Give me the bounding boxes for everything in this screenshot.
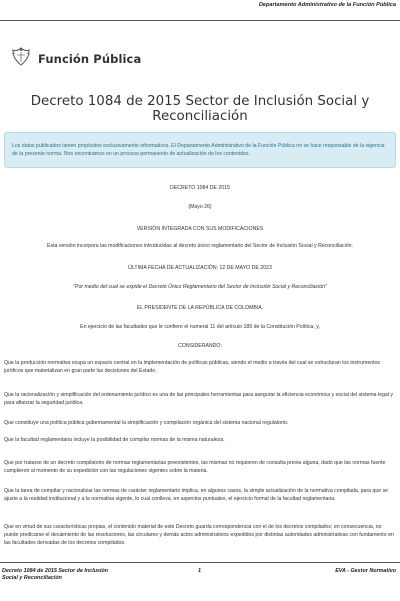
faculties-text: En ejercicio de las facultades que le confiere el numeral 11 del artículo 189 de la Constitución Política, y, xyxy=(80,324,320,330)
brand-name: Función Pública xyxy=(38,52,142,66)
logo[interactable] xyxy=(10,46,141,72)
decree-date: (Mayo 26) xyxy=(188,204,212,210)
page-number: 1 xyxy=(198,568,201,574)
info-notice: Los datos publicados tienen propósitos exclusivamente informativos. El Departamento Administrativo de la Función Pública no se hace responsable de la vigencia de la presente norma. Nos encontramos en un proceso permanente de actualización de los contenidos. xyxy=(4,132,396,168)
president-heading: EL PRESIDENTE DE LA REPÚBLICA DE COLOMBIA, xyxy=(136,305,264,311)
version-heading: VERSIÓN INTEGRADA CON SUS MODIFICACIONES xyxy=(136,226,264,232)
paragraph: Que constituye una política pública gubernamental la simplificación y compilación orgánica del sistema nacional regulatorio. xyxy=(4,420,289,426)
considering-heading: CONSIDERANDO: xyxy=(178,343,222,349)
paragraph: Que por tratarse de un decreto compilatorio de normas reglamentarias preexistentes, las mismas no requieren de consulta previa alguna, dado que las normas fuente cumplieron al momento de su expedición con las regulaciones vigentes sobre la materia. xyxy=(4,460,386,474)
paragraph: Que la producción normativa ocupa un espacio central en la implementación de políticas públicas, siendo el medio a través del cual se estructuran los instrumentos jurídicos que materializan en gran parte las decisiones del Estado. xyxy=(4,360,381,374)
footer-doc-line-1: Decreto 1084 de 2015 Sector de Inclusión xyxy=(2,568,109,574)
coat-of-arms-icon xyxy=(10,46,32,72)
title-line-2: Reconciliación xyxy=(152,109,248,124)
page-title xyxy=(0,94,400,124)
page-footer xyxy=(0,562,400,601)
version-note: Esta versión incorpora las modificaciones introducidas al decreto único reglamentario del Sector de Inclusión Social y Reconciliación. xyxy=(47,243,353,249)
footer-system-name: EVA - Gestor Normativo xyxy=(335,568,396,574)
last-update: ÚLTIMA FECHA DE ACTUALIZACIÓN: 12 DE MAYO DE 2023 xyxy=(128,265,272,271)
footer-document-name xyxy=(2,568,142,582)
paragraph: Que la racionalización y simplificación del ordenamiento jurídico es una de las principales herramientas para asegurar la eficiencia económica y social del sistema legal y para afianzar la seguridad jurídica. xyxy=(4,392,393,406)
paragraph: Que la facultad reglamentaria incluye la posibilidad de compilar normas de la misma naturaleza. xyxy=(4,437,225,443)
footer-doc-line-2: Social y Reconciliación xyxy=(2,575,62,581)
paragraph: Que la tarea de compilar y racionalizar las normas de carácter reglamentario implica, en algunos casos, la simple actualización de la normativa compilada, para que se ajuste a la realidad institucional y a la normativa vigente, lo cual conlleva, en aspectos puntuales, el ejercicio formal de la facultad reglamentaria. xyxy=(4,488,389,502)
page-header xyxy=(0,0,400,21)
paragraph: Que en virtud de sus características propias, el contenido material de este Decreto guarda correspondencia con el de los decretos compilados; en consecuencia, no puede predicarse el decaimiento de las resoluciones, las circulares y demás actos administrativos expedidos por distintas autoridades administrativas con fundamento en las facultades derivadas de los decretos compilados. xyxy=(4,524,394,546)
title-line-1: Decreto 1084 de 2015 Sector de Inclusión Social y xyxy=(30,94,370,109)
department-name: Departamento Administrativo de la Función Pública xyxy=(258,2,396,8)
decree-number: DECRETO 1084 DE 2015 xyxy=(170,185,230,191)
decree-subtitle: "Por medio del cual se expide el Decreto Único Reglamentario del Sector de Inclusión Social y Reconciliación" xyxy=(73,284,327,290)
